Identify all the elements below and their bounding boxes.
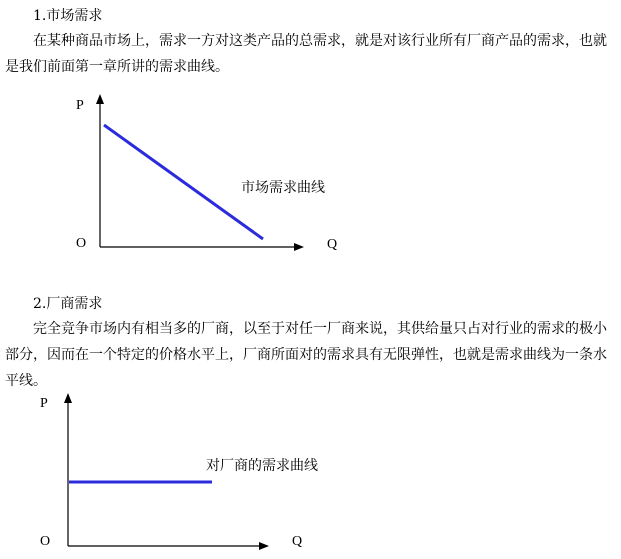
market-demand-curve-label: 市场需求曲线 xyxy=(241,180,325,196)
graph-1-origin-label: O xyxy=(76,236,87,251)
section-2-paragraph-line-1: 完全竞争市场内有相当多的厂商，以至于对任一厂商来说，其供给量只占对行业的需求的极小 xyxy=(33,321,607,337)
section-2-heading: 2.厂商需求 xyxy=(33,296,103,312)
graph-2-y-axis-arrow xyxy=(64,393,72,403)
graph-1-y-label: P xyxy=(76,98,84,113)
graph-2-x-axis-arrow xyxy=(259,542,269,550)
graph-2-origin-label: O xyxy=(40,534,51,549)
graph-1-x-label: Q xyxy=(327,237,338,252)
section-1-paragraph-line-2: 是我们前面第一章所讲的需求曲线。 xyxy=(5,59,229,75)
graph-2-y-label: P xyxy=(40,396,48,411)
firm-demand-curve-label: 对厂商的需求曲线 xyxy=(206,458,318,474)
section-1-paragraph-line-1: 在某种商品市场上，需求一方对这类产品的总需求，就是对该行业所有厂商产品的需求，也就 xyxy=(33,33,607,49)
section-2-paragraph-line-3: 平线。 xyxy=(5,373,47,389)
graph-2-x-label: Q xyxy=(292,534,303,549)
section-1-heading: 1.市场需求 xyxy=(33,8,103,24)
section-2-paragraph-line-2: 部分，因而在一个特定的价格水平上，厂商所面对的需求具有无限弹性，也就是需求曲线为一条水 xyxy=(5,347,607,363)
